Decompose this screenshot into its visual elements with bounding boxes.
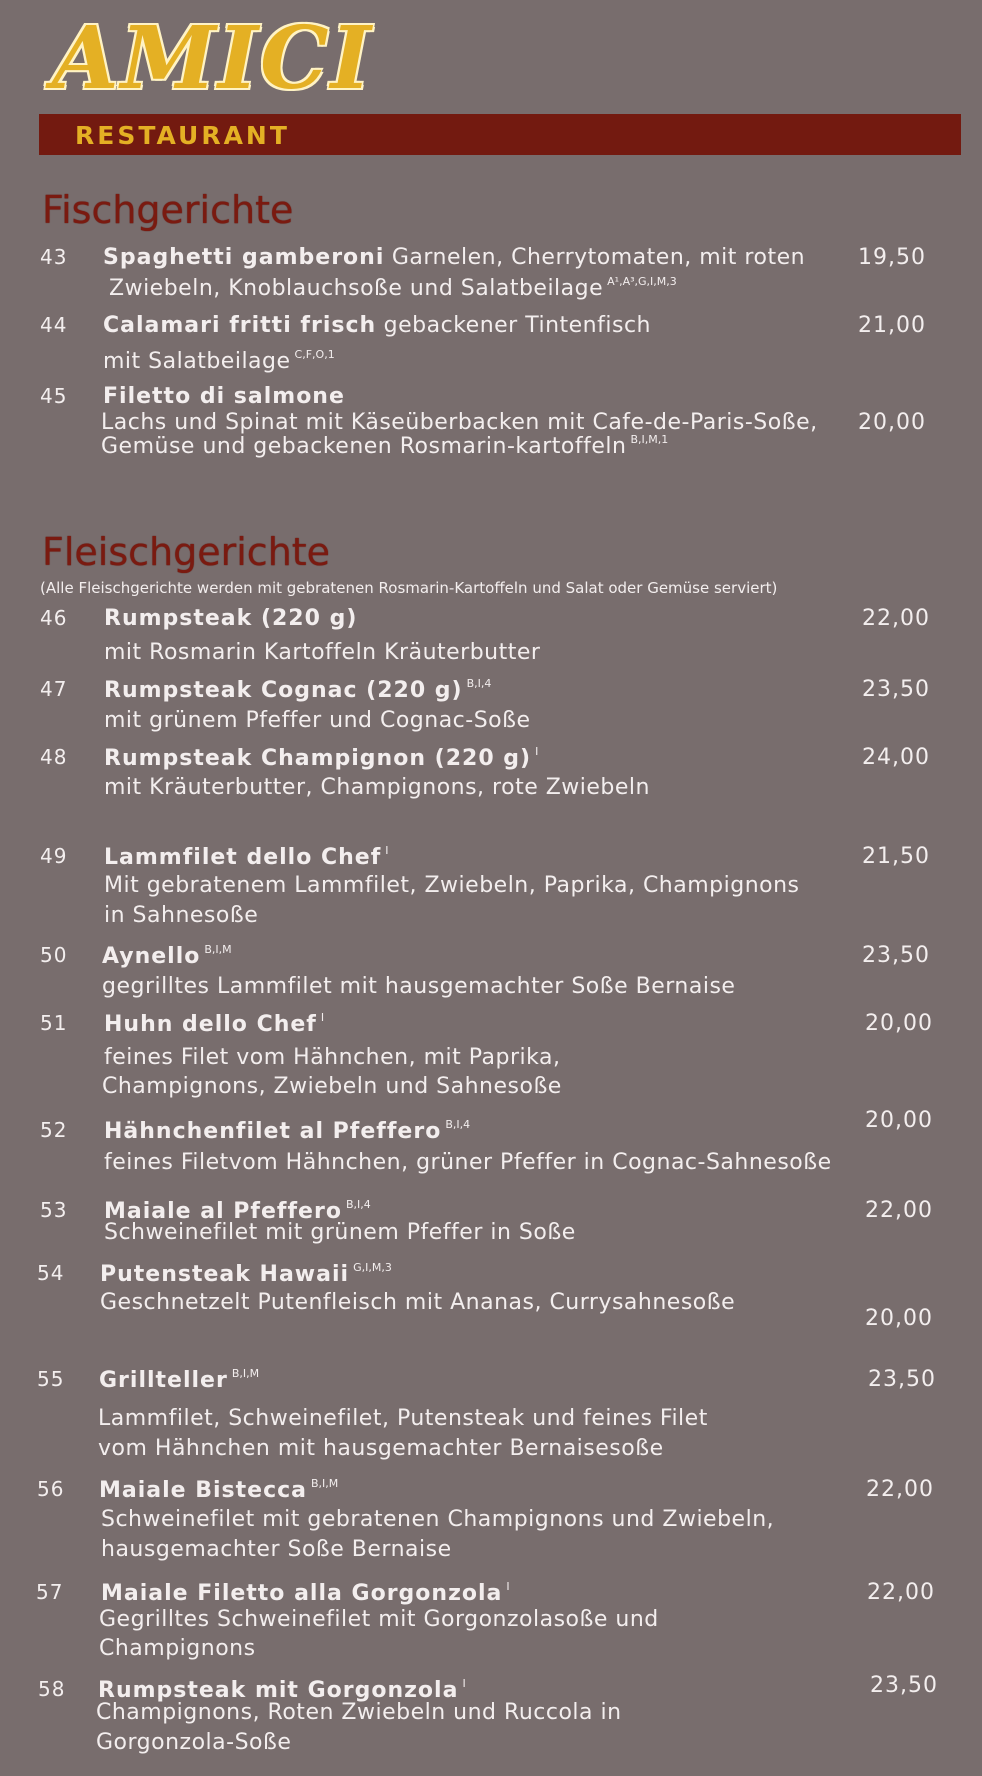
item-price: 23,50 <box>870 1673 938 1698</box>
item-price: 22,00 <box>867 1580 935 1605</box>
item-number: 50 <box>40 943 68 967</box>
item-number: 56 <box>37 1477 65 1501</box>
item-name: Spaghetti gamberoni <box>103 245 385 270</box>
item-description: Lachs und Spinat mit Käseüberbacken mit Cafe-de-Paris-Soße, <box>101 410 818 435</box>
item-name: Huhn dello Chef <box>104 1012 317 1037</box>
item-description: Gemüse und gebackenen Rosmarin-kartoffeln <box>101 434 627 459</box>
item-description: Lammfilet, Schweinefilet, Putensteak und feines Filet <box>98 1406 708 1431</box>
restaurant-logo: AMICI <box>52 8 373 109</box>
item-description: feines Filet vom Hähnchen, mit Paprika, <box>104 1045 561 1070</box>
item-price: 23,50 <box>862 677 930 702</box>
item-description: mit Rosmarin Kartoffeln Kräuterbutter <box>104 640 541 665</box>
item-description: gegrilltes Lammfilet mit hausgemachter Soße Bernaise <box>102 974 736 999</box>
item-number: 46 <box>40 606 68 630</box>
allergen-codes: B,I,M <box>231 1367 260 1380</box>
item-number: 43 <box>40 245 68 269</box>
item-number: 48 <box>40 745 68 769</box>
item-description: gebackener Tintenfisch <box>383 313 651 338</box>
allergen-codes: B,I,M,1 <box>630 433 669 446</box>
item-description: Champignons <box>99 1636 256 1661</box>
item-description: Champignons, Zwiebeln und Sahnesoße <box>102 1074 562 1099</box>
allergen-codes: G,I,M,3 <box>353 1261 392 1274</box>
section-title-fleisch: Fleischgerichte <box>42 530 331 574</box>
item-name: Maiale Filetto alla Gorgonzola <box>101 1581 503 1606</box>
allergen-codes: B,I,4 <box>445 1118 471 1131</box>
item-price: 20,00 <box>865 1306 933 1331</box>
item-name: Hähnchenfilet al Pfeffero <box>104 1119 442 1144</box>
item-number: 47 <box>40 677 68 701</box>
item-description: in Sahnesoße <box>104 903 259 928</box>
item-number: 58 <box>38 1677 66 1701</box>
allergen-codes: I <box>506 1580 510 1593</box>
item-name: Maiale Bistecca <box>99 1478 308 1503</box>
item-description: Mit gebratenem Lammfilet, Zwiebeln, Paprika, Champignons <box>104 873 800 898</box>
item-price: 22,00 <box>865 1198 933 1223</box>
restaurant-banner <box>39 114 961 155</box>
item-price: 20,00 <box>858 410 926 435</box>
item-name: Calamari fritti frisch <box>103 313 377 338</box>
item-price: 24,00 <box>862 745 930 770</box>
item-price: 23,50 <box>868 1367 936 1392</box>
item-price: 22,00 <box>866 1477 934 1502</box>
item-price: 22,00 <box>862 606 930 631</box>
allergen-codes: B,I,M <box>204 943 232 956</box>
item-price: 20,00 <box>865 1108 933 1133</box>
item-description: mit Kräuterbutter, Champignons, rote Zwiebeln <box>104 775 650 800</box>
item-name: Maiale al Pfeffero <box>104 1199 342 1224</box>
restaurant-subtitle: RESTAURANT <box>75 121 290 150</box>
item-name: Rumpsteak mit Gorgonzola <box>98 1678 459 1703</box>
item-number: 55 <box>37 1367 65 1391</box>
item-price: 20,00 <box>865 1011 933 1036</box>
item-description: vom Hähnchen mit hausgemachter Bernaisesoße <box>98 1436 664 1461</box>
item-description: Schweinefilet mit gebratenen Champignons und Zwiebeln, <box>101 1507 775 1532</box>
item-number: 57 <box>36 1580 64 1604</box>
allergen-codes: I <box>535 745 539 758</box>
item-name: Putensteak Hawaii <box>100 1262 350 1287</box>
item-number: 51 <box>40 1011 68 1035</box>
item-description: mit Salatbeilage <box>103 349 291 374</box>
item-description: feines Filetvom Hähnchen, grüner Pfeffer in Cognac-Sahnesoße <box>104 1150 832 1175</box>
allergen-codes: I <box>462 1677 466 1690</box>
item-price: 21,00 <box>858 313 926 338</box>
allergen-codes: C,F,O,1 <box>294 348 335 361</box>
item-description: Zwiebeln, Knoblauchsoße und Salatbeilage <box>109 276 604 301</box>
item-number: 45 <box>40 384 68 408</box>
item-number: 44 <box>40 313 68 337</box>
allergen-codes: A¹,A³,G,I,M,3 <box>607 275 677 288</box>
item-name: Rumpsteak Cognac (220 g) <box>104 678 463 703</box>
item-number: 53 <box>40 1198 68 1222</box>
item-name: Filetto di salmone <box>103 384 345 409</box>
item-description: Geschnetzelt Putenfleisch mit Ananas, Currysahnesoße <box>100 1290 736 1315</box>
item-price: 23,50 <box>862 943 930 968</box>
item-name: Lammfilet dello Chef <box>104 845 382 870</box>
item-description: Gorgonzola-Soße <box>96 1730 292 1755</box>
item-description: Garnelen, Cherrytomaten, mit roten <box>391 245 806 270</box>
item-description: hausgemachter Soße Bernaise <box>101 1537 452 1562</box>
item-description: Champignons, Roten Zwiebeln und Ruccola in <box>96 1700 622 1725</box>
item-name: Rumpsteak (220 g) <box>104 606 358 631</box>
allergen-codes: B,I,M <box>311 1477 339 1490</box>
item-price: 19,50 <box>858 245 926 270</box>
item-number: 49 <box>40 844 68 868</box>
item-price: 21,50 <box>862 844 930 869</box>
allergen-codes: B,I,4 <box>466 677 492 690</box>
item-description: Schweinefilet mit grünem Pfeffer in Soße <box>104 1220 576 1245</box>
item-name: Rumpsteak Champignon (220 g) <box>104 746 532 771</box>
item-description: Gegrilltes Schweinefilet mit Gorgonzolasoße und <box>99 1607 659 1632</box>
item-description: mit grünem Pfeffer und Cognac-Soße <box>104 708 531 733</box>
section-title-fisch: Fischgerichte <box>42 188 294 232</box>
allergen-codes: B,I,4 <box>345 1198 371 1211</box>
item-number: 52 <box>40 1118 68 1142</box>
item-name: Grillteller <box>99 1368 228 1393</box>
allergen-codes: I <box>385 844 389 857</box>
section-note: (Alle Fleischgerichte werden mit gebratenen Rosmarin-Kartoffeln und Salat oder Gemüse serviert) <box>40 579 778 597</box>
item-number: 54 <box>37 1261 65 1285</box>
item-name: Aynello <box>102 944 201 969</box>
allergen-codes: I <box>320 1011 325 1024</box>
